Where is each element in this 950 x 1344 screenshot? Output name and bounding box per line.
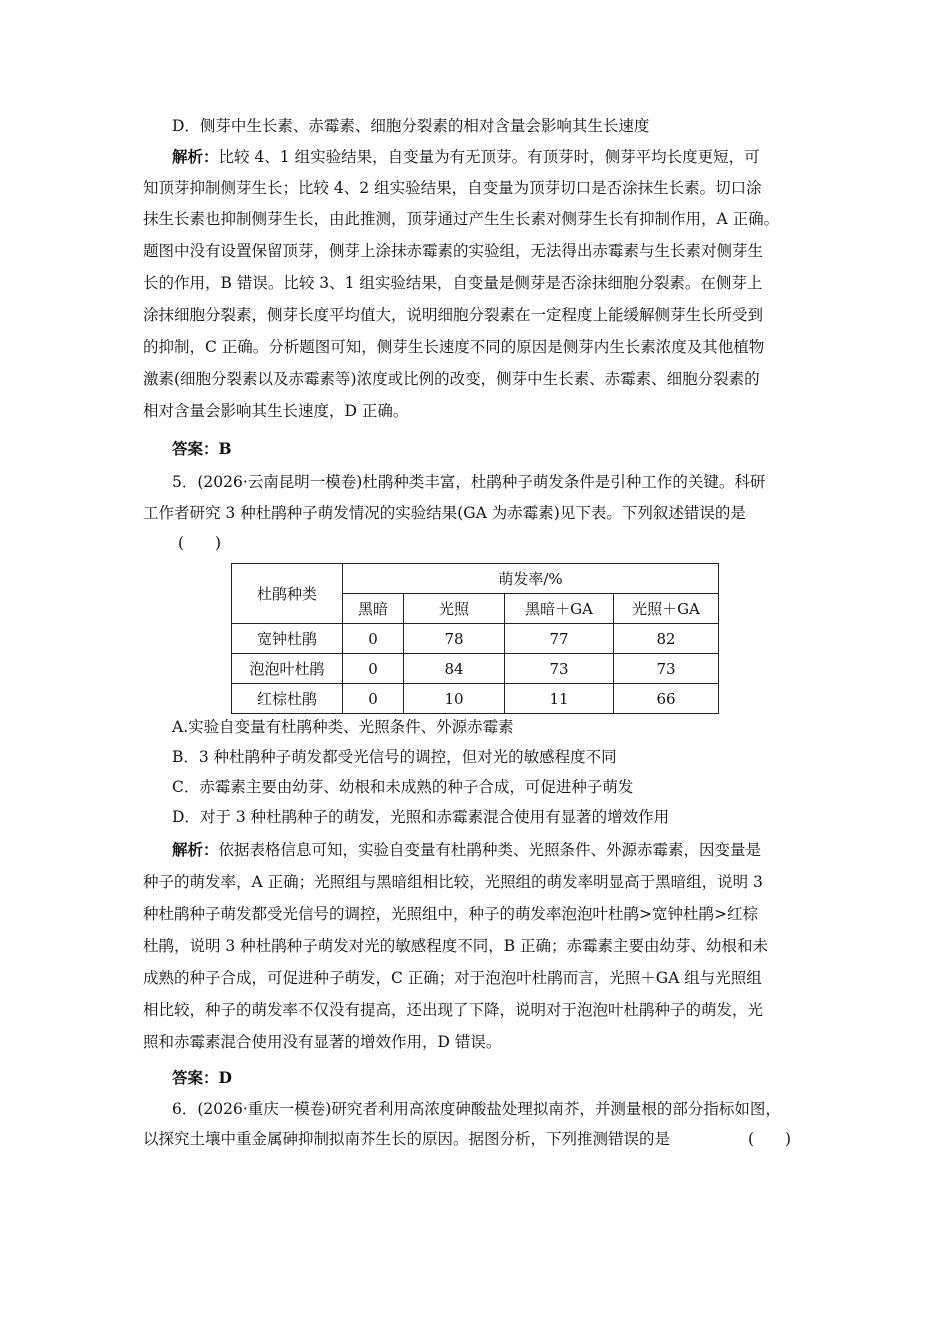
- q4-analysis-line: 题图中没有设置保留顶芽，侧芽上涂抹赤霉素的实验组，无法得出赤霉素与生长素对侧芽生: [143, 242, 764, 260]
- q5-answer-paren: ( ): [178, 534, 222, 552]
- q6-stem-line: 6．(2026·重庆一模卷)研究者利用高浓度砷酸盐处理拟南芥，并测量根的部分指标如图，: [172, 1100, 781, 1118]
- table-cell: 73: [505, 654, 614, 684]
- q4-analysis-line: 解析：比较 4、1 组实验结果，自变量为有无顶芽。有顶芽时，侧芽平均长度更短，可: [172, 147, 760, 166]
- q5-stem-line: 工作者研究 3 种杜鹃种子萌发情况的实验结果(GA 为赤霉素)见下表。下列叙述错误的是: [143, 504, 746, 522]
- q5-analysis-line: 相比较，种子的萌发率不仅没有提高，还出现了下降，说明对于泡泡叶杜鹃种子的萌发，光: [143, 1001, 764, 1019]
- q5-option-a: A.实验自变量有杜鹃种类、光照条件、外源赤霉素: [172, 718, 514, 736]
- table-column-header: 黑暗＋GA: [505, 594, 614, 624]
- q4-analysis-line: 抹生长素也抑制侧芽生长，由此推测，顶芽通过产生生长素对侧芽生长有抑制作用，A 正确。: [143, 210, 780, 228]
- q4-analysis-line: 的抑制，C 正确。分析题图可知，侧芽生长速度不同的原因是侧芽内生长素浓度及其他植物: [143, 338, 765, 356]
- q4-analysis-line: 长的作用，B 错误。比较 3、1 组实验结果，自变量是侧芽是否涂抹细胞分裂素。在侧芽上: [143, 274, 763, 292]
- q5-analysis-line: 杜鹃，说明 3 种杜鹃种子萌发对光的敏感程度不同，B 正确；赤霉素主要由幼芽、幼根和未: [143, 937, 769, 955]
- table-row: [232, 624, 719, 654]
- table-column-header: 黑暗: [343, 594, 404, 624]
- germination-table: [231, 563, 719, 714]
- table-cell: 0: [343, 654, 404, 684]
- q5-analysis-line: 成熟的种子合成，可促进种子萌发，C 正确；对于泡泡叶杜鹃而言，光照＋GA 组与光照组: [143, 969, 762, 987]
- table-row: [232, 684, 719, 714]
- analysis-label: 解析：: [172, 840, 219, 859]
- q5-analysis-line: 解析：依据表格信息可知，实验自变量有杜鹃种类、光照条件、外源赤霉素，因变量是: [172, 840, 762, 859]
- table-cell: 泡泡叶杜鹃: [232, 654, 343, 684]
- q6-stem-line: 以探究土壤中重金属砷抑制拟南芥生长的原因。据图分析，下列推测错误的是: [143, 1130, 671, 1148]
- table-cell: 0: [343, 624, 404, 654]
- table-cell: 红棕杜鹃: [232, 684, 343, 714]
- q5-analysis-line: 种杜鹃种子萌发都受光信号的调控，光照组中，种子的萌发率泡泡叶杜鹃>宽钟杜鹃>红棕: [143, 905, 758, 923]
- q5-option-d: D．对于 3 种杜鹃种子的萌发，光照和赤霉素混合使用有显著的增效作用: [172, 808, 670, 826]
- table-cell: 10: [404, 684, 505, 714]
- table-cell: 0: [343, 684, 404, 714]
- table-cell: 78: [404, 624, 505, 654]
- table-row: [232, 654, 719, 684]
- table-header-row: [232, 564, 719, 594]
- table-column-header: 光照＋GA: [614, 594, 719, 624]
- q4-analysis-line: 激素(细胞分裂素以及赤霉素等)浓度或比例的改变，侧芽中生长素、赤霉素、细胞分裂素的: [143, 370, 760, 388]
- q5-answer: 答案：D: [172, 1068, 232, 1087]
- analysis-label: 解析：: [172, 147, 219, 166]
- table-cell: 11: [505, 684, 614, 714]
- q5-option-b: B．3 种杜鹃种子萌发都受光信号的调控，但对光的敏感程度不同: [172, 748, 617, 766]
- q4-option-d: D．侧芽中生长素、赤霉素、细胞分裂素的相对含量会影响其生长速度: [172, 117, 650, 135]
- table-cell: 宽钟杜鹃: [232, 624, 343, 654]
- table-cell: 73: [614, 654, 719, 684]
- q5-option-c: C．赤霉素主要由幼芽、幼根和未成熟的种子合成，可促进种子萌发: [172, 778, 634, 796]
- q4-analysis-line: 涂抹细胞分裂素，侧芽长度平均值大，说明细胞分裂素在一定程度上能缓解侧芽生长所受到: [143, 306, 764, 324]
- q5-analysis-line: 照和赤霉素混合使用没有显著的增效作用，D 错误。: [143, 1033, 502, 1051]
- q6-answer-paren: ( ): [748, 1130, 792, 1148]
- q4-analysis-line: 知顶芽抑制侧芽生长；比较 4、2 组实验结果，自变量为顶芽切口是否涂抹生长素。切口涂: [143, 179, 762, 197]
- q5-stem-line: 5．(2026·云南昆明一模卷)杜鹃种类丰富，杜鹃种子萌发条件是引种工作的关键。科研: [172, 473, 766, 491]
- table-cell: 66: [614, 684, 719, 714]
- table-row-header: 杜鹃种类: [232, 564, 343, 624]
- table-cell: 77: [505, 624, 614, 654]
- table-column-header: 光照: [404, 594, 505, 624]
- table-cell: 84: [404, 654, 505, 684]
- q4-answer: 答案：B: [172, 439, 232, 458]
- q5-analysis-line: 种子的萌发率，A 正确；光照组与黑暗组相比较，光照组的萌发率明显高于黑暗组，说明 3: [143, 873, 763, 891]
- table-group-header: 萌发率/%: [343, 564, 719, 594]
- q4-analysis-line: 相对含量会影响其生长速度，D 正确。: [143, 402, 409, 420]
- table-cell: 82: [614, 624, 719, 654]
